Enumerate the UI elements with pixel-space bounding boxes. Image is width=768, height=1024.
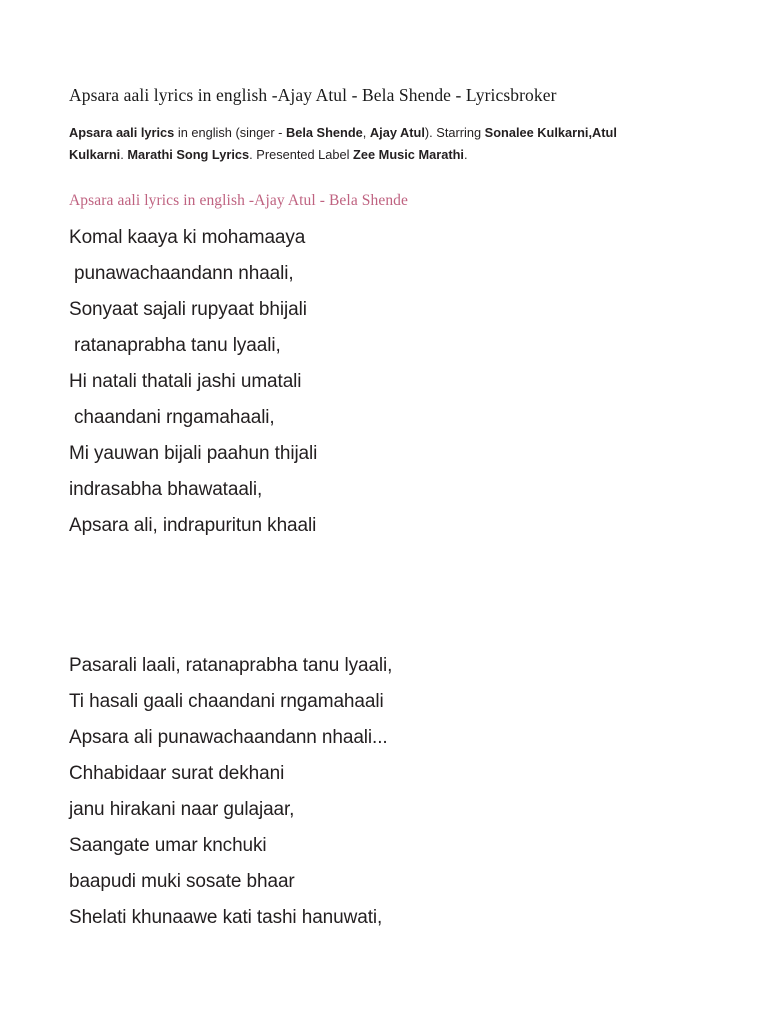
subtitle-text: in english (singer - — [174, 124, 286, 140]
subtitle-text: ). Starring — [424, 124, 485, 140]
lyric-line: Pasarali laali, ratanaprabha tanu lyaali, — [69, 654, 393, 676]
section-heading-lyrics: Apsara aali lyrics in english -Ajay Atul - Bela Shende — [69, 191, 408, 209]
lyric-line: Apsara ali punawachaandann nhaali... — [69, 726, 388, 748]
lyric-line: Chhabidaar surat dekhani — [69, 762, 285, 784]
lyric-line: ratanaprabha tanu lyaali, — [74, 334, 281, 356]
lyric-line: Shelati khunaawe kati tashi hanuwati, — [69, 906, 383, 928]
song-description — [69, 122, 617, 166]
lyric-line: Apsara ali, indrapuritun khaali — [69, 514, 317, 536]
lyric-line: Sonyaat sajali rupyaat bhijali — [69, 298, 307, 320]
lyric-line: indrasabha bhawataali, — [69, 478, 263, 500]
subtitle-emphasis: Sonalee Kulkarni,Atul Kulkarni — [69, 124, 617, 162]
subtitle-emphasis: Apsara aali lyrics — [69, 124, 175, 140]
stanza-spacer — [69, 544, 689, 648]
lyric-line: Saangate umar knchuki — [69, 834, 267, 856]
lyric-line: baapudi muki sosate bhaar — [69, 870, 295, 892]
subtitle-text: . — [463, 146, 468, 162]
subtitle-emphasis: Bela Shende — [285, 124, 363, 140]
document-content — [69, 84, 689, 936]
lyric-line: Mi yauwan bijali paahun thijali — [69, 442, 318, 464]
lyric-line: punawachaandann nhaali, — [74, 262, 294, 284]
lyric-line: chaandani rngamahaali, — [74, 406, 275, 428]
lyric-line: Hi natali thatali jashi umatali — [69, 370, 302, 392]
lyric-line: janu hirakani naar gulajaar, — [69, 798, 295, 820]
subtitle-emphasis: Zee Music Marathi — [353, 146, 464, 162]
subtitle-emphasis: Marathi Song Lyrics — [127, 146, 250, 162]
subtitle-text: . — [120, 146, 128, 162]
page-title: Apsara aali lyrics in english -Ajay Atul - Bela Shende - Lyricsbroker — [69, 85, 557, 105]
lyric-line: Komal kaaya ki mohamaaya — [69, 226, 306, 248]
subtitle-emphasis: Ajay Atul — [369, 124, 425, 140]
subtitle-text: , — [362, 124, 370, 140]
lyric-line: Ti hasali gaali chaandani rngamahaali — [69, 690, 384, 712]
lyrics-stanza-two — [69, 648, 689, 936]
lyrics-stanza-one — [69, 220, 689, 544]
subtitle-text: . Presented Label — [249, 146, 354, 162]
